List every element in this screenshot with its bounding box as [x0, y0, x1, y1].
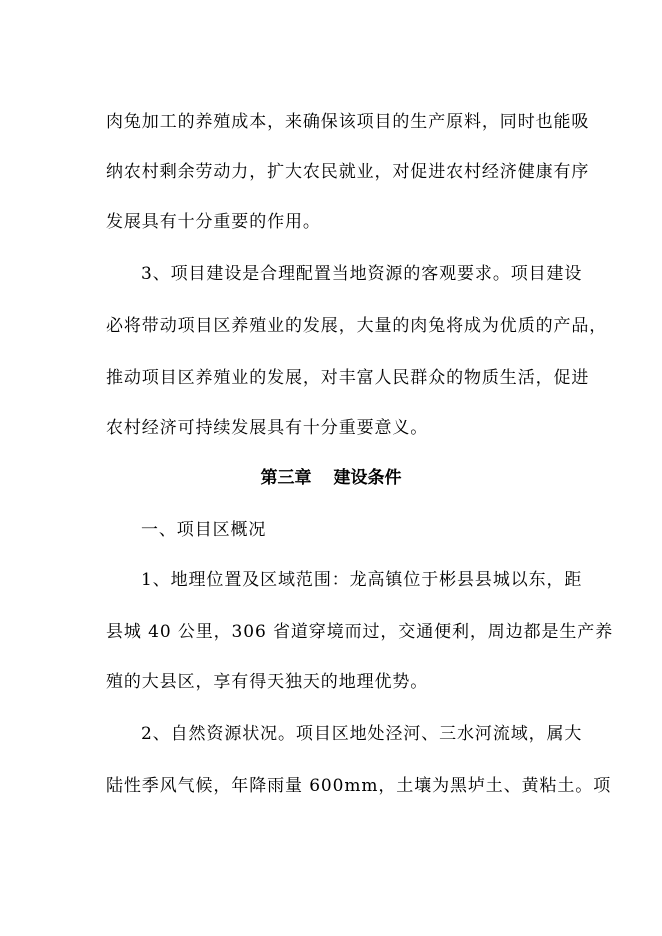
body-text-line: 农村经济可持续发展具有十分重要意义。	[106, 418, 429, 438]
body-text-line: 肉兔加工的养殖成本，来确保该项目的生产原料，同时也能吸	[106, 112, 590, 132]
body-text-line: 殖的大县区，享有得天独天的地理优势。	[106, 672, 429, 692]
body-text-line: 纳农村剩余劳动力，扩大农民就业，对促进农村经济健康有序	[106, 162, 590, 182]
body-text-line: 3、项目建设是合理配置当地资源的客观要求。项目建设	[141, 264, 583, 284]
body-text-line: 发展具有十分重要的作用。	[106, 212, 321, 232]
body-text-line: 1、地理位置及区域范围：龙高镇位于彬县县城以东，距	[141, 570, 583, 590]
chapter-title: 建设条件	[333, 468, 402, 488]
chapter-number: 第三章	[260, 468, 312, 488]
body-text-line: 陆性季风气候，年降雨量 600mm，土壤为黑垆土、黄粘土。项	[106, 776, 612, 796]
chapter-heading	[0, 466, 662, 490]
body-text-line: 必将带动项目区养殖业的发展，大量的肉兔将成为优质的产品，	[106, 316, 608, 336]
section-heading: 一、项目区概况	[141, 520, 267, 540]
body-text-line: 县城 40 公里，306 省道穿境而过，交通便利，周边都是生产养	[106, 622, 614, 642]
body-text-line: 推动项目区养殖业的发展，对丰富人民群众的物质生活，促进	[106, 368, 590, 388]
body-text-line: 2、自然资源状况。项目区地处泾河、三水河流域，属大	[141, 724, 583, 744]
